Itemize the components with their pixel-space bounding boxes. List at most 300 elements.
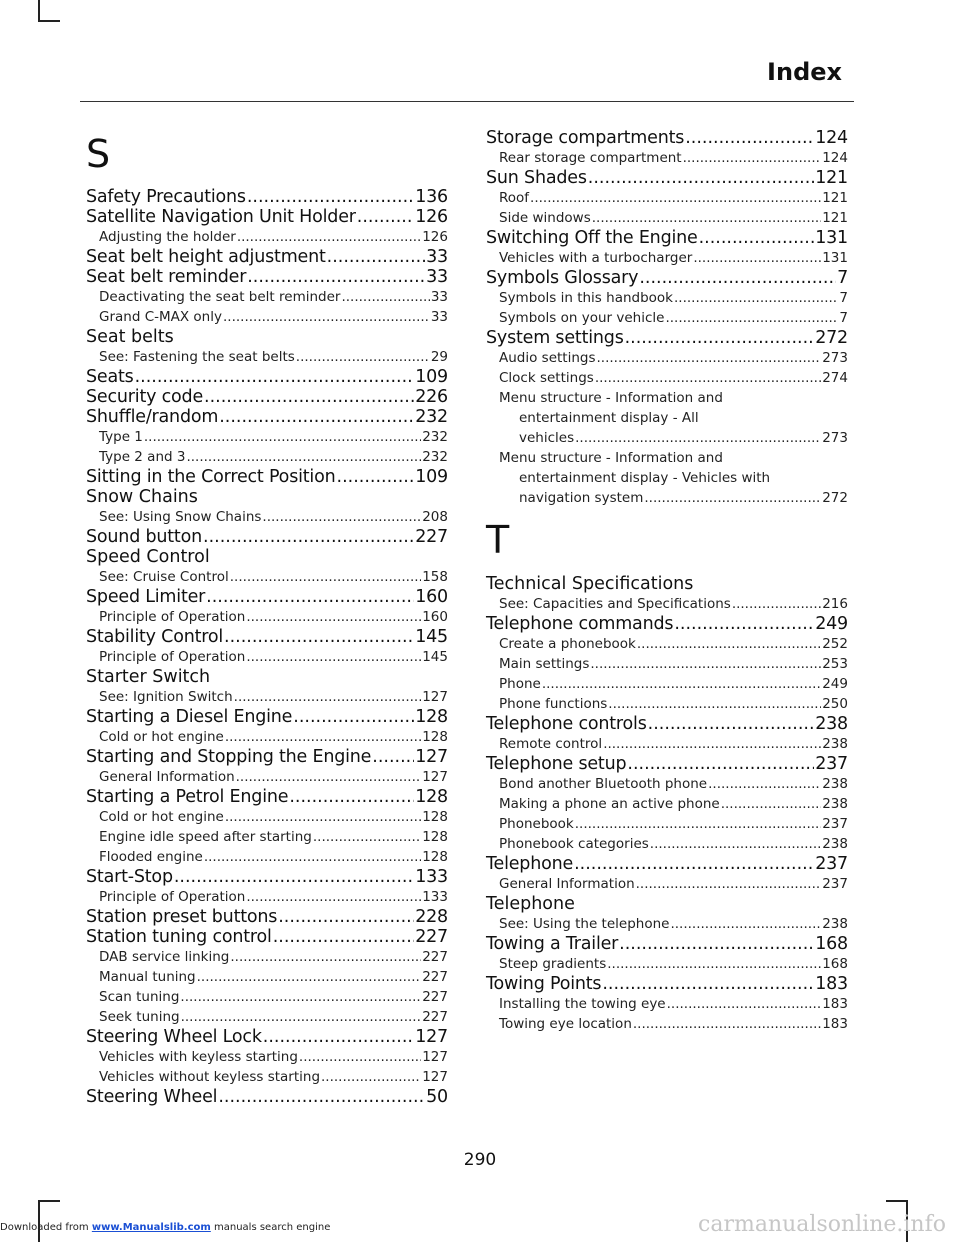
- index-subentry-wrapped[interactable]: [486, 388, 848, 448]
- dot-leader: [204, 847, 421, 867]
- index-subentry[interactable]: [486, 734, 848, 754]
- index-subentry[interactable]: [86, 1047, 448, 1067]
- entry-page: 127: [422, 1069, 448, 1085]
- index-heading[interactable]: Seat belts: [86, 327, 174, 347]
- entry-page: 131: [822, 250, 848, 266]
- entry-page: 160: [422, 609, 448, 625]
- dot-leader: [144, 427, 421, 447]
- index-subentry[interactable]: [86, 947, 448, 967]
- entry-text: Deactivating the seat belt reminder: [99, 289, 341, 305]
- entry-page: 127: [422, 1049, 448, 1065]
- index-list-right-t: [486, 574, 848, 1034]
- crop-mark-bottom-vertical: [38, 1200, 40, 1242]
- entry-page: 227: [415, 527, 448, 547]
- index-subentry[interactable]: [486, 348, 848, 368]
- dot-leader: [246, 647, 421, 667]
- dot-leader: [603, 734, 821, 754]
- dot-leader: [683, 148, 822, 168]
- index-subentry[interactable]: [86, 227, 448, 247]
- entry-page: 252: [822, 636, 848, 652]
- entry-page: 7: [839, 310, 848, 326]
- entry-page: 136: [415, 187, 448, 207]
- entry-text: See: Using the telephone: [499, 916, 670, 932]
- index-subentry[interactable]: [86, 967, 448, 987]
- entry-text: Security code: [86, 387, 204, 407]
- entry-page: 227: [422, 949, 448, 965]
- dot-leader: [296, 347, 430, 367]
- entry-page: 29: [430, 349, 448, 365]
- index-entry[interactable]: [86, 267, 448, 287]
- entry-page: 237: [822, 816, 848, 832]
- dot-leader: [607, 954, 821, 974]
- dot-leader: [590, 654, 821, 674]
- dot-leader: [327, 247, 425, 267]
- index-subentry[interactable]: [86, 767, 448, 787]
- crop-mark-bottom-horizontal: [38, 1200, 60, 1202]
- entry-text: Seek tuning: [99, 1009, 180, 1025]
- entry-text: Telephone commands: [486, 614, 674, 634]
- entry-text: Scan tuning: [99, 989, 180, 1005]
- index-subentry[interactable]: [86, 307, 448, 327]
- entry-text: Symbols in this handbook: [499, 290, 673, 306]
- index-heading[interactable]: Snow Chains: [86, 487, 198, 507]
- dot-leader: [299, 1047, 421, 1067]
- dot-leader: [608, 694, 821, 714]
- entry-text: Stability Control: [86, 627, 224, 647]
- dot-leader: [708, 774, 821, 794]
- dot-leader: [699, 228, 815, 248]
- entry-page: 128: [422, 849, 448, 865]
- index-subentry[interactable]: [86, 447, 448, 467]
- entry-text: Phonebook: [499, 816, 574, 832]
- dot-leader: [670, 914, 821, 934]
- entry-page: 121: [822, 190, 848, 206]
- entry-page: 145: [422, 649, 448, 665]
- entry-page: 127: [422, 689, 448, 705]
- entry-text: Start-Stop: [86, 867, 173, 887]
- dot-leader: [530, 188, 821, 208]
- entry-page: 127: [422, 769, 448, 785]
- index-subentry[interactable]: [86, 807, 448, 827]
- page-title: Index: [767, 58, 842, 86]
- index-subentry[interactable]: [86, 647, 448, 667]
- entry-text: Steering Wheel: [86, 1087, 218, 1107]
- entry-text: Speed Limiter: [86, 587, 206, 607]
- index-entry[interactable]: [486, 228, 848, 248]
- index-subentry[interactable]: [486, 694, 848, 714]
- entry-page: 145: [415, 627, 448, 647]
- subentry-text-line: entertainment display - Vehicles with: [519, 470, 771, 486]
- entry-text: Station preset buttons: [86, 907, 278, 927]
- index-subentry[interactable]: [86, 427, 448, 447]
- entry-page: 208: [422, 509, 448, 525]
- index-subentry[interactable]: [486, 148, 848, 168]
- dot-leader: [236, 767, 422, 787]
- entry-page: 253: [822, 656, 848, 672]
- entry-page: 50: [426, 1087, 448, 1107]
- dot-leader: [230, 947, 421, 967]
- index-entry[interactable]: [86, 247, 448, 267]
- entry-page: 274: [822, 370, 848, 386]
- index-entry[interactable]: [86, 907, 448, 927]
- dot-leader: [597, 348, 822, 368]
- entry-text: Sitting in the Correct Position: [86, 467, 336, 487]
- dot-leader: [674, 614, 814, 634]
- entry-text: Sound button: [86, 527, 202, 547]
- entry-text: Main settings: [499, 656, 590, 672]
- dot-leader: [204, 387, 414, 407]
- index-entry[interactable]: [486, 328, 848, 348]
- dot-leader: [186, 447, 421, 467]
- section-letter-s: S: [86, 132, 111, 176]
- index-subentry[interactable]: [486, 1014, 848, 1034]
- entry-text: See: Ignition Switch: [99, 689, 233, 705]
- index-heading[interactable]: Technical Specifications: [486, 574, 694, 594]
- index-subentry[interactable]: [86, 827, 448, 847]
- download-footer: [0, 1222, 330, 1233]
- index-subentry[interactable]: [86, 687, 448, 707]
- entry-page: 237: [815, 854, 848, 874]
- entry-page: 250: [822, 696, 848, 712]
- index-entry[interactable]: [486, 934, 848, 954]
- footer-prefix: Downloaded from: [0, 1222, 92, 1233]
- entry-page: 272: [815, 328, 848, 348]
- entry-page: 238: [822, 736, 848, 752]
- index-entry[interactable]: [486, 128, 848, 148]
- index-subentry[interactable]: [486, 794, 848, 814]
- entry-text: Phone: [499, 676, 541, 692]
- watermark: carmanualsonline.info: [698, 1212, 946, 1237]
- dot-leader: [180, 987, 421, 1007]
- entry-page: 133: [415, 867, 448, 887]
- entry-text: Side windows: [499, 210, 591, 226]
- subentry-text-line: entertainment display - All: [519, 410, 699, 426]
- entry-page: 228: [415, 907, 448, 927]
- index-entry[interactable]: [86, 747, 448, 767]
- entry-page: 238: [822, 916, 848, 932]
- entry-page: 183: [822, 996, 848, 1012]
- entry-page: 109: [415, 467, 448, 487]
- entry-page: 128: [422, 729, 448, 745]
- entry-page: 128: [422, 809, 448, 825]
- dot-leader: [313, 827, 421, 847]
- entry-text: See: Cruise Control: [99, 569, 229, 585]
- dot-leader: [650, 834, 821, 854]
- dot-leader: [636, 874, 822, 894]
- entry-text: Cold or hot engine: [99, 809, 224, 825]
- dot-leader: [637, 634, 821, 654]
- index-subentry[interactable]: [86, 607, 448, 627]
- entry-page: 33: [430, 309, 448, 325]
- entry-text: Rear storage compartment: [499, 150, 682, 166]
- entry-text: Remote control: [499, 736, 603, 752]
- entry-text: Flooded engine: [99, 849, 203, 865]
- entry-text: Sun Shades: [486, 168, 587, 188]
- index-subentry[interactable]: [486, 634, 848, 654]
- entry-page: 249: [815, 614, 848, 634]
- index-heading[interactable]: Speed Control: [86, 547, 210, 567]
- index-entry[interactable]: [486, 714, 848, 734]
- dot-leader: [225, 727, 421, 747]
- entry-page: 127: [415, 747, 448, 767]
- entry-text: Satellite Navigation Unit Holder: [86, 207, 356, 227]
- entry-page: 160: [415, 587, 448, 607]
- entry-page: 273: [822, 350, 848, 366]
- entry-text: Cold or hot engine: [99, 729, 224, 745]
- dot-leader: [247, 267, 425, 287]
- index-column-right: [486, 128, 848, 1034]
- dot-leader: [619, 934, 814, 954]
- entry-page: 273: [822, 430, 848, 446]
- entry-text: vehicles: [519, 430, 575, 446]
- subentry-text-line: Menu structure - Information and: [499, 450, 723, 466]
- index-entry[interactable]: [86, 207, 448, 227]
- entry-page: 238: [822, 796, 848, 812]
- index-entry[interactable]: [86, 707, 448, 727]
- dot-leader: [321, 1067, 421, 1087]
- entry-text: Vehicles without keyless starting: [99, 1069, 321, 1085]
- dot-leader: [542, 674, 821, 694]
- index-heading[interactable]: Starter Switch: [86, 667, 211, 687]
- dot-leader: [588, 168, 814, 188]
- entry-page: 238: [822, 836, 848, 852]
- entry-text: System settings: [486, 328, 624, 348]
- index-entry[interactable]: [86, 1087, 448, 1107]
- dot-leader: [218, 1087, 425, 1107]
- subentry-last-line: [499, 488, 848, 508]
- crop-mark-top-horizontal: [38, 20, 60, 22]
- dot-leader: [203, 527, 414, 547]
- dot-leader: [667, 994, 822, 1014]
- entry-text: Shuffle/random: [86, 407, 219, 427]
- entry-text: Station tuning control: [86, 927, 272, 947]
- index-subentry[interactable]: [86, 727, 448, 747]
- entry-text: Starting a Diesel Engine: [86, 707, 293, 727]
- entry-text: Telephone controls: [486, 714, 647, 734]
- entry-text: Seats: [86, 367, 134, 387]
- index-subentry[interactable]: [86, 887, 448, 907]
- index-subentry[interactable]: [486, 188, 848, 208]
- index-subentry[interactable]: [486, 308, 848, 328]
- entry-page: 227: [422, 989, 448, 1005]
- dot-leader: [246, 607, 421, 627]
- index-list-left: [86, 187, 448, 1107]
- index-heading[interactable]: Telephone: [486, 894, 575, 914]
- index-entry[interactable]: [486, 974, 848, 994]
- entry-page: 33: [426, 247, 448, 267]
- entry-text: Installing the towing eye: [499, 996, 666, 1012]
- index-subentry[interactable]: [86, 987, 448, 1007]
- entry-text: Symbols Glossary: [486, 268, 639, 288]
- dot-leader: [181, 1007, 422, 1027]
- entry-page: 128: [422, 829, 448, 845]
- dot-leader: [574, 854, 814, 874]
- entry-page: 121: [815, 168, 848, 188]
- index-column-left: [86, 128, 448, 1107]
- entry-text: Safety Precautions: [86, 187, 246, 207]
- index-entry[interactable]: [86, 407, 448, 427]
- index-entry[interactable]: [86, 627, 448, 647]
- index-subentry[interactable]: [486, 594, 848, 614]
- index-subentry[interactable]: [486, 674, 848, 694]
- entry-text: DAB service linking: [99, 949, 230, 965]
- entry-text: Principle of Operation: [99, 609, 246, 625]
- entry-text: Create a phonebook: [499, 636, 636, 652]
- entry-page: 126: [422, 229, 448, 245]
- index-list-right-s: [486, 128, 848, 508]
- dot-leader: [230, 567, 421, 587]
- index-subentry[interactable]: [86, 1007, 448, 1027]
- entry-text: Type 1: [99, 429, 143, 445]
- index-entry[interactable]: [486, 854, 848, 874]
- index-subentry[interactable]: [486, 834, 848, 854]
- dot-leader: [575, 814, 821, 834]
- entry-text: Phone functions: [499, 696, 608, 712]
- entry-text: Phonebook categories: [499, 836, 649, 852]
- index-entry[interactable]: [486, 268, 848, 288]
- entry-page: 237: [815, 754, 848, 774]
- dot-leader: [625, 328, 815, 348]
- entry-text: Telephone: [486, 854, 574, 874]
- dot-leader: [592, 208, 821, 228]
- entry-page: 126: [415, 207, 448, 227]
- index-subentry[interactable]: [486, 814, 848, 834]
- index-subentry[interactable]: [486, 774, 848, 794]
- index-subentry[interactable]: [86, 567, 448, 587]
- footer-suffix: manuals search engine: [210, 1222, 331, 1233]
- entry-page: 33: [426, 267, 448, 287]
- entry-text: Principle of Operation: [99, 889, 246, 905]
- index-subentry[interactable]: [486, 208, 848, 228]
- dot-leader: [602, 974, 814, 994]
- entry-page: 131: [815, 228, 848, 248]
- index-subentry[interactable]: [486, 248, 848, 268]
- entry-text: Making a phone an active phone: [499, 796, 720, 812]
- dot-leader: [372, 747, 414, 767]
- dot-leader: [234, 687, 422, 707]
- index-entry[interactable]: [86, 867, 448, 887]
- index-subentry[interactable]: [86, 287, 448, 307]
- entry-page: 226: [415, 387, 448, 407]
- index-subentry[interactable]: [86, 1067, 448, 1087]
- section-letter-t: T: [486, 518, 510, 562]
- entry-page: 227: [422, 969, 448, 985]
- entry-page: 232: [415, 407, 448, 427]
- dot-leader: [575, 428, 821, 448]
- index-entry[interactable]: [86, 787, 448, 807]
- crop-mark-top-vertical: [38, 0, 40, 22]
- entry-text: Steep gradients: [499, 956, 607, 972]
- dot-leader: [337, 467, 415, 487]
- index-subentry[interactable]: [486, 368, 848, 388]
- entry-page: 168: [815, 934, 848, 954]
- index-subentry-wrapped[interactable]: [486, 448, 848, 508]
- dot-leader: [224, 627, 414, 647]
- index-entry[interactable]: [486, 168, 848, 188]
- footer-link[interactable]: www.Manualslib.com: [91, 1222, 211, 1233]
- entry-text: Principle of Operation: [99, 649, 246, 665]
- entry-text: Steering Wheel Lock: [86, 1027, 262, 1047]
- dot-leader: [648, 714, 815, 734]
- dot-leader: [174, 867, 414, 887]
- entry-text: Starting and Stopping the Engine: [86, 747, 372, 767]
- index-subentry[interactable]: [86, 507, 448, 527]
- index-subentry[interactable]: [486, 874, 848, 894]
- dot-leader: [721, 794, 822, 814]
- entry-page: 227: [415, 927, 448, 947]
- entry-text: See: Capacities and Specifications: [499, 596, 731, 612]
- index-entry[interactable]: [86, 1027, 448, 1047]
- dot-leader: [595, 368, 821, 388]
- dot-leader: [341, 287, 429, 307]
- entry-text: Switching Off the Engine: [486, 228, 698, 248]
- entry-page: 238: [822, 776, 848, 792]
- dot-leader: [278, 907, 414, 927]
- entry-text: Manual tuning: [99, 969, 196, 985]
- dot-leader: [674, 288, 838, 308]
- index-subentry[interactable]: [486, 954, 848, 974]
- index-entry[interactable]: [86, 587, 448, 607]
- entry-page: 121: [822, 210, 848, 226]
- entry-page: 237: [822, 876, 848, 892]
- subentry-last-line: [499, 428, 848, 448]
- dot-leader: [644, 488, 821, 508]
- index-subentry[interactable]: [486, 288, 848, 308]
- index-entry[interactable]: [486, 754, 848, 774]
- subentry-text-line: Menu structure - Information and: [499, 390, 723, 406]
- entry-page: 128: [415, 707, 448, 727]
- header-rule: [80, 101, 854, 102]
- dot-leader: [246, 887, 421, 907]
- index-subentry[interactable]: [86, 847, 448, 867]
- entry-page: 124: [815, 128, 848, 148]
- entry-page: 232: [422, 429, 448, 445]
- entry-text: Clock settings: [499, 370, 594, 386]
- dot-leader: [732, 594, 821, 614]
- index-entry[interactable]: [86, 927, 448, 947]
- entry-text: Storage compartments: [486, 128, 685, 148]
- index-subentry[interactable]: [486, 994, 848, 1014]
- index-entry[interactable]: [86, 387, 448, 407]
- index-entry[interactable]: [86, 527, 448, 547]
- entry-text: Adjusting the holder: [99, 229, 236, 245]
- entry-text: navigation system: [519, 490, 644, 506]
- entry-page: 168: [822, 956, 848, 972]
- dot-leader: [135, 367, 415, 387]
- entry-page: 216: [822, 596, 848, 612]
- dot-leader: [639, 268, 836, 288]
- entry-text: Seat belt reminder: [86, 267, 247, 287]
- entry-text: Towing Points: [486, 974, 602, 994]
- index-entry[interactable]: [86, 367, 448, 387]
- entry-page: 124: [822, 150, 848, 166]
- index-entry[interactable]: [486, 614, 848, 634]
- entry-page: 227: [422, 1009, 448, 1025]
- index-subentry[interactable]: [86, 347, 448, 367]
- index-entry[interactable]: [86, 467, 448, 487]
- entry-page: 128: [415, 787, 448, 807]
- dot-leader: [225, 807, 421, 827]
- entry-page: 7: [839, 290, 848, 306]
- index-subentry[interactable]: [486, 914, 848, 934]
- dot-leader: [289, 787, 414, 807]
- index-subentry[interactable]: [486, 654, 848, 674]
- entry-text: Symbols on your vehicle: [499, 310, 665, 326]
- dot-leader: [357, 207, 414, 227]
- entry-page: 158: [422, 569, 448, 585]
- index-entry[interactable]: [86, 187, 448, 207]
- entry-page: 127: [415, 1027, 448, 1047]
